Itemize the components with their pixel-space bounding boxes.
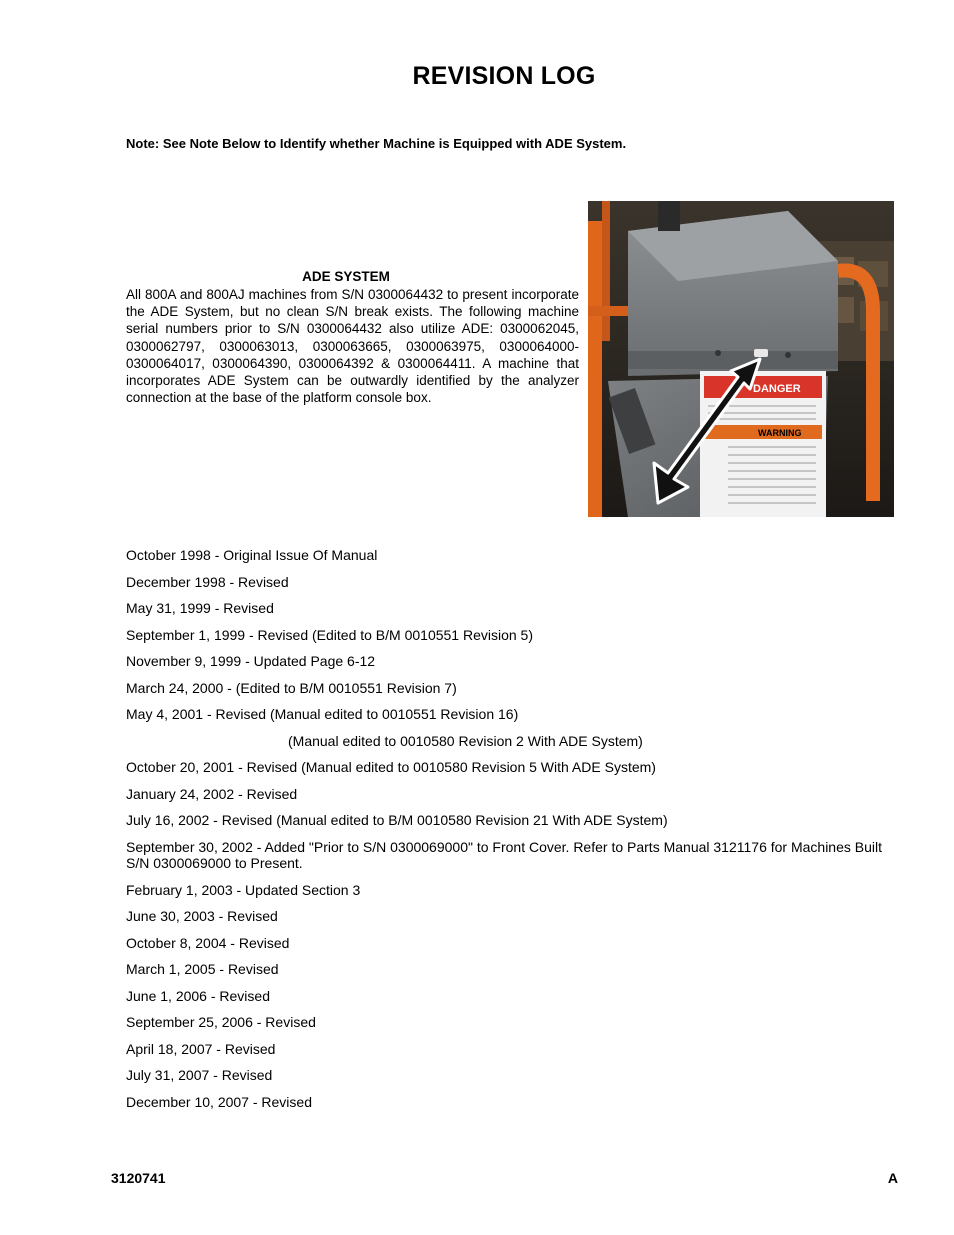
warning-decal-text: WARNING bbox=[758, 428, 802, 438]
document-number: 3120741 bbox=[111, 1170, 166, 1186]
revision-list bbox=[126, 547, 906, 1120]
revision-entry: December 10, 2007 - Revised bbox=[126, 1093, 312, 1110]
revision-entry: October 1998 - Original Issue Of Manual bbox=[126, 547, 378, 563]
danger-decal-text: DANGER bbox=[753, 383, 801, 395]
revision-entry: December 1998 - Revised bbox=[126, 573, 289, 590]
revision-entry: July 16, 2002 - Revised (Manual edited to B/M 0010580 Revision 21 With ADE System) bbox=[126, 812, 668, 828]
revision-entry: September 1, 1999 - Revised (Edited to B/M 0010551 Revision 5) bbox=[126, 626, 534, 643]
revision-entry: October 20, 2001 - Revised (Manual edited to 0010580 Revision 5 With ADE System) bbox=[126, 759, 656, 775]
revision-entry: February 1, 2003 - Updated Section 3 bbox=[126, 881, 361, 898]
revision-entry: July 31, 2007 - Revised bbox=[126, 1067, 273, 1083]
revision-entry: November 9, 1999 - Updated Page 6-12 bbox=[126, 653, 376, 669]
revision-entry: January 24, 2002 - Revised bbox=[126, 785, 298, 802]
revision-entry: June 1, 2006 - Revised bbox=[126, 987, 270, 1004]
revision-entry: June 30, 2003 - Revised bbox=[126, 908, 278, 924]
revision-entry: March 24, 2000 - (Edited to B/M 0010551 Revision 7) bbox=[126, 679, 457, 696]
page-title: REVISION LOG bbox=[412, 62, 596, 90]
ade-system-description: All 800A and 800AJ machines from S/N 0300064432 to present incorporate the ADE System, but no clean S/N break exists. The following machine serial numbers prior to S/N 0300064432 also utilize ADE: 0300062045, 0300062797, 0300063013, 0300063665, 0300063975, 0300064000-0300064017, 0300064390, 0300064392 & 0300064411. A machine that incorporates ADE System can be outwardly identified by the analyzer connection at the base of the platform console box. bbox=[126, 287, 579, 406]
identification-note: Note: See Note Below to Identify whether Machine is Equipped with ADE System. bbox=[126, 136, 627, 151]
ade-system-heading: ADE SYSTEM bbox=[302, 269, 390, 284]
revision-letter: A bbox=[887, 1170, 898, 1186]
revision-entry: May 31, 1999 - Revised bbox=[126, 600, 274, 616]
revision-entry: April 18, 2007 - Revised bbox=[126, 1040, 276, 1057]
revision-entry: October 8, 2004 - Revised bbox=[126, 934, 290, 951]
platform-console-photo bbox=[588, 201, 894, 517]
revision-entry: September 25, 2006 - Revised bbox=[126, 1014, 316, 1030]
revision-entry: (Manual edited to 0010580 Revision 2 With ADE System) bbox=[288, 732, 643, 749]
revision-entry: September 30, 2002 - Added "Prior to S/N 0300069000" to Front Cover. Refer to Parts Manual 3121176 for Machines Built S/N 0300069000 to Present. bbox=[126, 838, 883, 871]
revision-entry: March 1, 2005 - Revised bbox=[126, 961, 279, 977]
revision-entry: May 4, 2001 - Revised (Manual edited to 0010551 Revision 16) bbox=[126, 706, 519, 722]
